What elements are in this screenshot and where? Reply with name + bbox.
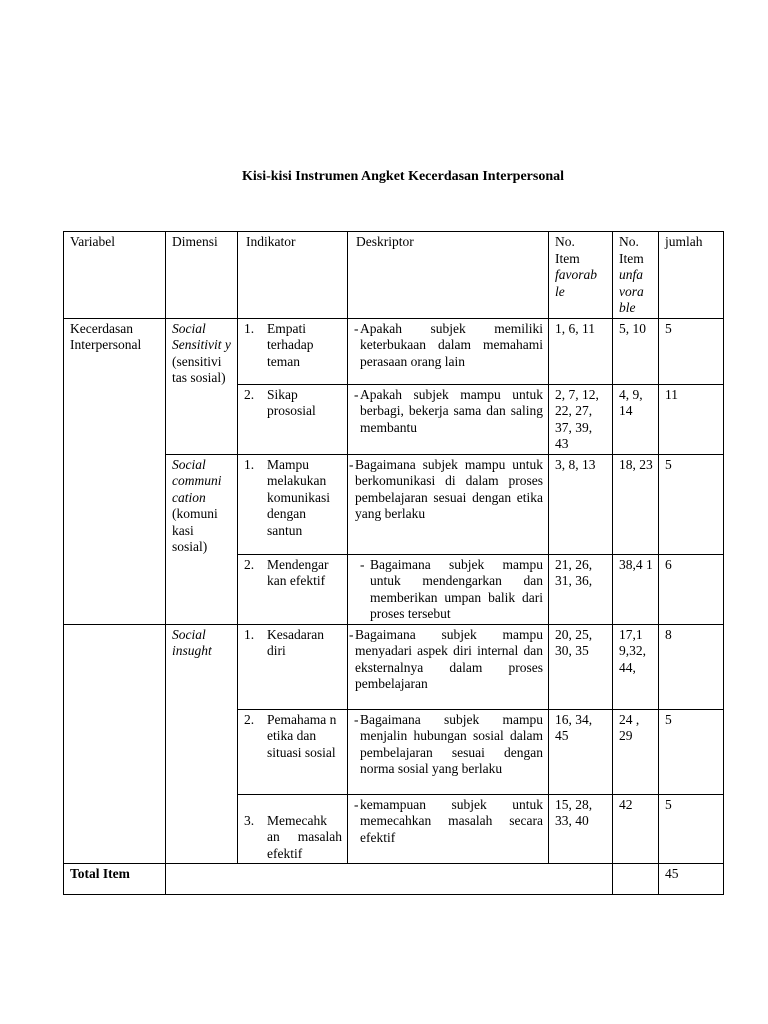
indikator-number: 1. [244, 626, 255, 642]
indikator-number: 2. [244, 386, 255, 402]
fav-cell: 20, 25, 30, 35 [549, 624, 613, 709]
deskriptor-text: Apakah subjek mampu untuk berbagi, bekerja sama dan saling membantu [360, 386, 543, 435]
dimensi-2-name: Social communi cation [172, 456, 222, 505]
unfav-cell: 5, 10 [613, 318, 659, 384]
header-fav-line1: No. [555, 234, 575, 249]
jumlah-cell: 5 [659, 318, 724, 384]
indikator-number: 1. [244, 320, 255, 336]
jumlah-cell: 11 [659, 384, 724, 454]
table-header-row [64, 232, 724, 319]
unfav-cell: 38,4 1 [613, 554, 659, 624]
deskriptor-cell [348, 624, 549, 709]
dimensi-2-sub: (komuni kasi sosial) [172, 506, 218, 554]
deskriptor-text: Apakah subjek memiliki keterbukaan dalam memahami perasaan orang lain [360, 320, 543, 369]
deskriptor-dash: - [360, 556, 365, 572]
indikator-text: Mendengar kan efektif [267, 556, 329, 588]
fav-cell: 15, 28, 33, 40 [549, 794, 613, 864]
indikator-number: 2. [244, 556, 255, 572]
kisi-kisi-table [63, 231, 724, 895]
deskriptor-cell [348, 384, 549, 454]
table-row [64, 318, 724, 384]
indikator-text: Sikap prososial [267, 386, 316, 418]
indikator-cell [238, 384, 348, 454]
table-row [64, 624, 724, 709]
dimensi-1-sub: (sensitivi tas sosial) [172, 353, 226, 385]
deskriptor-text: Bagaimana subjek mampu untuk mendengarkan dan memberikan umpan balik dari proses tersebut [370, 556, 543, 621]
total-label: Total Item [70, 866, 130, 881]
dimensi-3-name: Social insught [172, 626, 212, 658]
deskriptor-text: kemampuan subjek untuk memecahkan masalah secara efektif [360, 796, 543, 845]
header-no-item-favorable [549, 232, 613, 319]
total-unfav-empty-cell [613, 864, 659, 895]
header-fav-line2: Item [555, 250, 580, 266]
indikator-text: Empati terhadap teman [267, 320, 314, 369]
jumlah-cell: 5 [659, 709, 724, 794]
deskriptor-cell [348, 794, 549, 864]
fav-cell: 16, 34, 45 [549, 709, 613, 794]
deskriptor-dash: - [354, 796, 359, 812]
header-deskriptor: Deskriptor [348, 232, 549, 319]
header-jumlah: jumlah [659, 232, 724, 319]
dimensi-cell-3 [166, 624, 238, 864]
unfav-cell: 17,1 9,32, 44, [613, 624, 659, 709]
dimensi-cell-2 [166, 454, 238, 624]
deskriptor-text: Bagaimana subjek mampu menjalin hubungan sosial dalam pembelajaran sesuai dengan norma sosial yang berlaku [360, 711, 543, 776]
indikator-cell [238, 624, 348, 709]
unfav-cell: 42 [613, 794, 659, 864]
deskriptor-cell [348, 318, 549, 384]
deskriptor-text: Bagaimana subjek mampu menyadari aspek diri internal dan eksternalnya dalam proses pembelajaran [355, 626, 543, 691]
dimensi-1-name: Social Sensitivit y [172, 320, 231, 352]
unfav-cell: 4, 9, 14 [613, 384, 659, 454]
deskriptor-cell [348, 709, 549, 794]
total-empty-cell [166, 864, 613, 895]
indikator-cell [238, 794, 348, 864]
variabel-cell: Kecerdasan Interpersonal [64, 318, 166, 624]
indikator-text: Pemahama n etika dan situasi sosial [267, 711, 337, 760]
unfav-cell: 24 , 29 [613, 709, 659, 794]
header-dimensi: Dimensi [166, 232, 238, 319]
deskriptor-text: Bagaimana subjek mampu untuk berkomunikasi di dalam proses pembelajaran sesuai dengan etika yang berlaku [355, 456, 543, 521]
header-fav-line3: favorab le [555, 267, 597, 299]
jumlah-cell: 8 [659, 624, 724, 709]
indikator-cell [238, 318, 348, 384]
total-label-cell [64, 864, 166, 895]
header-unfav-line1: No. [619, 234, 639, 249]
total-jumlah-cell: 45 [659, 864, 724, 895]
indikator-text: Mampu melakukan komunikasi dengan santun [267, 456, 330, 538]
indikator-number: 2. [244, 711, 255, 727]
header-unfav-line3: unfa vora ble [619, 267, 644, 315]
header-variabel: Variabel [64, 232, 166, 319]
fav-cell: 21, 26, 31, 36, [549, 554, 613, 624]
jumlah-cell: 5 [659, 794, 724, 864]
header-unfav-line2: Item [619, 250, 644, 266]
indikator-cell [238, 454, 348, 554]
deskriptor-cell [348, 554, 549, 624]
deskriptor-dash: - [354, 320, 359, 336]
deskriptor-cell [348, 454, 549, 554]
deskriptor-dash: - [354, 711, 359, 727]
unfav-cell: 18, 23 [613, 454, 659, 554]
jumlah-cell: 6 [659, 554, 724, 624]
fav-cell: 3, 8, 13 [549, 454, 613, 554]
jumlah-cell: 5 [659, 454, 724, 554]
indikator-number: 1. [244, 456, 255, 472]
indikator-text: Memecahk an masalah efektif [267, 812, 342, 861]
indikator-cell [238, 554, 348, 624]
document-title: Kisi-kisi Instrumen Angket Kecerdasan Interpersonal [241, 169, 564, 184]
variabel-cell-empty [64, 624, 166, 864]
deskriptor-dash: - [349, 626, 354, 642]
indikator-number: 3. [244, 812, 255, 828]
indikator-cell [238, 709, 348, 794]
dimensi-cell-1 [166, 318, 238, 454]
fav-cell: 2, 7, 12, 22, 27, 37, 39, 43 [549, 384, 613, 454]
deskriptor-dash: - [349, 456, 354, 472]
fav-cell: 1, 6, 11 [549, 318, 613, 384]
header-no-item-unfavorable [613, 232, 659, 319]
deskriptor-dash: - [354, 386, 359, 402]
total-row [64, 864, 724, 895]
header-indikator: Indikator [238, 232, 348, 319]
indikator-text: Kesadaran diri [267, 626, 324, 658]
